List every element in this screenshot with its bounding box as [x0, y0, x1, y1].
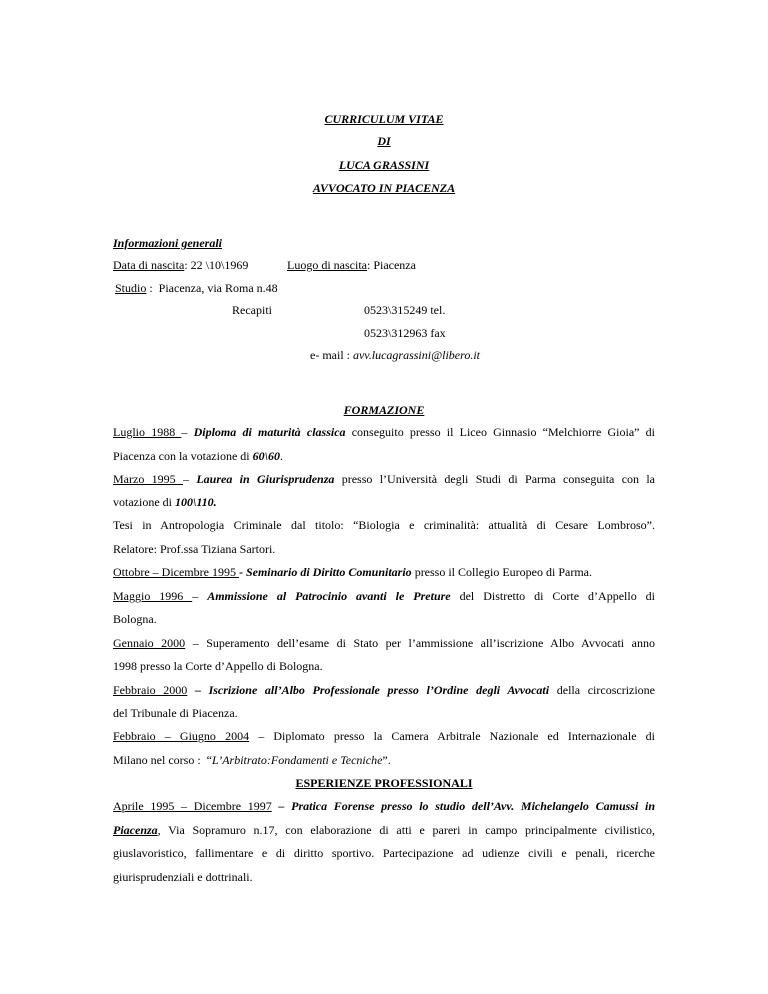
- entry-date: Aprile 1995 – Dicembre 1997: [113, 799, 272, 813]
- cv-title-di: DI: [377, 134, 391, 148]
- formazione-heading: FORMAZIONE: [343, 403, 425, 417]
- studio: [115, 281, 278, 296]
- entry-title: Diploma di maturità classica: [193, 425, 346, 439]
- birth-date: [113, 258, 248, 273]
- entry-date: Febbraio – Giugno 2004: [113, 729, 250, 743]
- entry-dash: –: [192, 589, 208, 603]
- entry-title: Laurea in Giurisprudenza: [196, 472, 335, 486]
- entry-text: – Superamento dell’esame di Stato per l’ammissione all’iscrizione Albo Avvocati anno: [185, 636, 655, 650]
- entry-text: presso il Collegio Europeo di Parma.: [411, 565, 592, 579]
- formazione-entry-6-line2: del Tribunale di Piacenza.: [113, 706, 238, 720]
- formazione-entry-6: [113, 683, 655, 698]
- entry-text: , Via Sopramuro n.17, con elaborazione di atti e pareri in campo principalmente civilistico,: [157, 823, 655, 837]
- thesis-line: Tesi in Antropologia Criminale dal titolo: “Biologia e criminalità: attualità di Cesare Lombroso”.: [113, 518, 655, 532]
- cv-profession: AVVOCATO IN PIACENZA: [312, 181, 456, 195]
- entry-text: votazione di: [113, 495, 175, 509]
- entry-text: Milano nel corso : “: [113, 753, 212, 767]
- entry-text: .: [279, 449, 283, 463]
- cv-name: LUCA GRASSINI: [338, 158, 430, 172]
- entry-text: – Diplomato presso la Camera Arbitrale Nazionale ed Internazionale di: [249, 729, 655, 743]
- fax: 0523\312963 fax: [364, 326, 446, 340]
- course-title: L’Arbitrato:Fondamenti e Tecniche: [211, 753, 383, 767]
- recapiti-label: Recapiti: [232, 303, 272, 317]
- phone: 0523\315249 tel.: [364, 303, 446, 317]
- entry-dash: –: [183, 472, 197, 486]
- studio-value: : Piacenza, via Roma n.48: [146, 281, 278, 295]
- birth-place: [287, 258, 416, 273]
- cv-title: CURRICULUM VITAE: [324, 112, 444, 126]
- formazione-entry-5: [113, 636, 655, 651]
- email: [310, 348, 480, 363]
- entry-text: della circoscrizione: [549, 683, 656, 697]
- esperienze-entry-1-line3: giuslavoristico, fallimentare e di diritto sportivo. Partecipazione ad udienze civili e penali, ricerche: [113, 846, 655, 860]
- esperienze-entry-1-line2: [113, 823, 655, 838]
- formazione-entry-2-line2: [113, 495, 217, 510]
- entry-text: del Distretto di Corte d’Appello di: [450, 589, 655, 603]
- birth-place-value: : Piacenza: [366, 258, 416, 272]
- formazione-entry-2: [113, 472, 655, 487]
- formazione-entry-7-line2: [113, 753, 391, 768]
- entry-dash: –: [181, 425, 194, 439]
- esperienze-entry-1-line4: giurisprudenziali e dottrinali.: [113, 870, 253, 884]
- formazione-entry-4: [113, 589, 655, 604]
- entry-city: Piacenza: [113, 823, 158, 837]
- formazione-entry-5-line2: 1998 presso la Corte d’Appello di Bologna.: [113, 659, 323, 673]
- formazione-entry-3: [113, 565, 592, 580]
- entry-date: Gennaio 2000: [113, 636, 186, 650]
- entry-text: presso l’Università degli Studi di Parma conseguita con la: [334, 472, 656, 486]
- entry-date: Maggio 1996: [113, 589, 193, 603]
- entry-dash: -: [238, 565, 246, 579]
- entry-grade: 60\60: [252, 449, 280, 463]
- entry-title: – Pratica Forense presso lo studio dell’Avv. Michelangelo Camussi in: [271, 799, 655, 813]
- entry-title: Ammissione al Patrocinio avanti le Preture: [207, 589, 451, 603]
- entry-text: conseguito presso il Liceo Ginnasio “Melchiorre Gioia” di: [345, 425, 656, 439]
- entry-text: Piacenza con la votazione di: [113, 449, 253, 463]
- entry-title: Seminario di Diritto Comunitario: [245, 565, 412, 579]
- email-label: e- mail :: [310, 348, 353, 362]
- formazione-entry-1-line2: [113, 449, 283, 464]
- entry-text: ”.: [382, 753, 391, 767]
- entry-title: – Iscrizione all’Albo Professionale presso l’Ordine degli Avvocati: [187, 683, 550, 697]
- entry-date: Luglio 1988: [113, 425, 182, 439]
- entry-grade: 100\110.: [174, 495, 217, 509]
- birth-date-value: : 22 \10\1969: [184, 258, 249, 272]
- birth-date-label: Data di nascita: [113, 258, 185, 272]
- entry-date: Ottobre – Dicembre 1995: [113, 565, 239, 579]
- studio-label: Studio: [115, 281, 147, 295]
- esperienze-entry-1: [113, 799, 655, 814]
- esperienze-heading: ESPERIENZE PROFESSIONALI: [295, 776, 473, 790]
- formazione-entry-1: [113, 425, 655, 440]
- entry-date: Febbraio 2000: [113, 683, 188, 697]
- email-value[interactable]: avv.lucagrassini@libero.it: [352, 348, 481, 362]
- formazione-entry-7: [113, 729, 655, 744]
- relatore-line: Relatore: Prof.ssa Tiziana Sartori.: [113, 542, 276, 556]
- birth-place-label: Luogo di nascita: [287, 258, 367, 272]
- entry-date: Marzo 1995: [113, 472, 183, 486]
- formazione-entry-4-line2: Bologna.: [113, 612, 157, 626]
- general-heading: Informazioni generali: [113, 236, 223, 250]
